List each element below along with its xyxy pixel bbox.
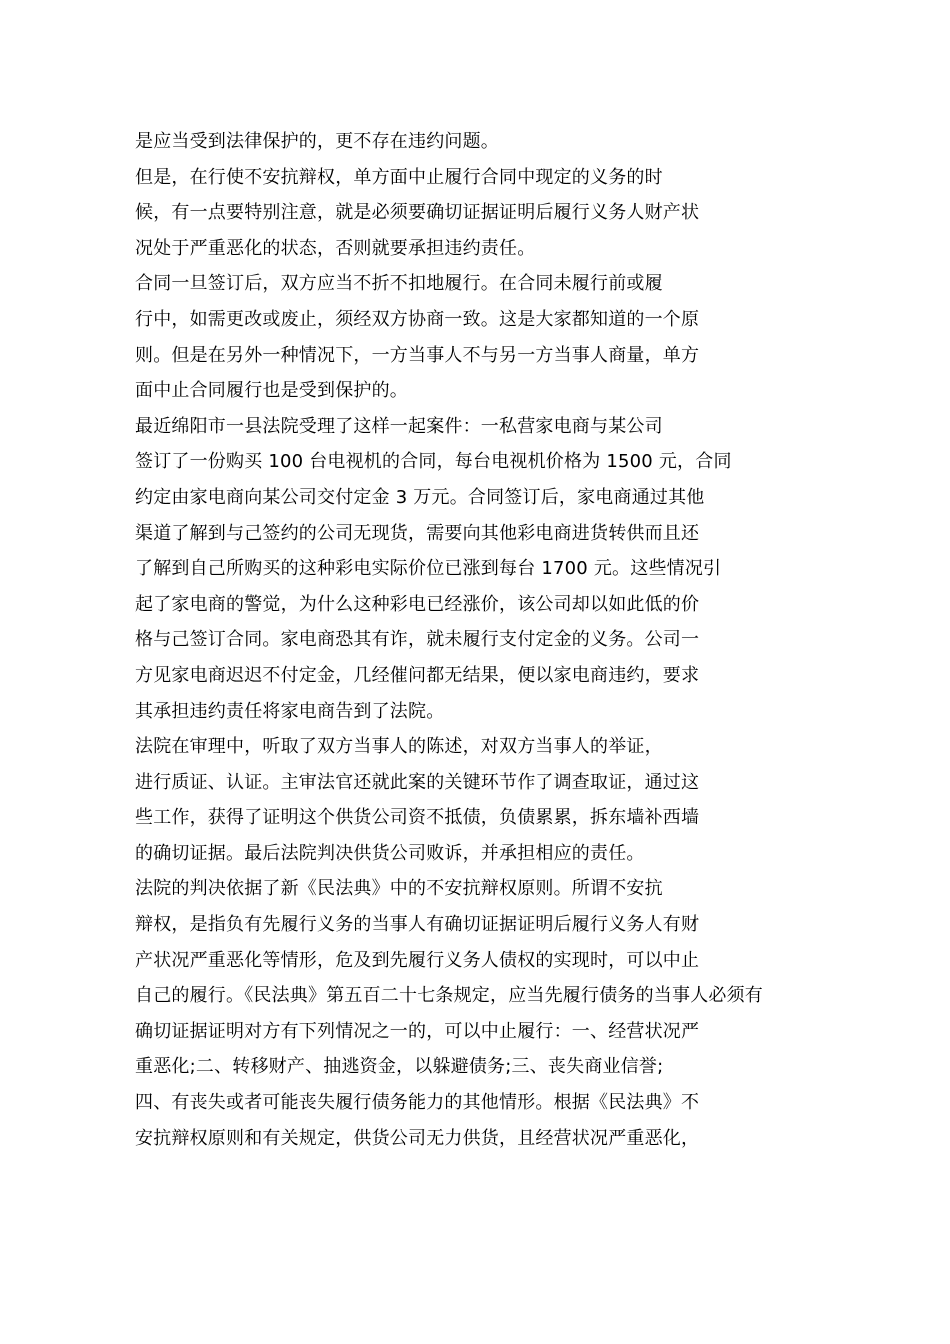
text-line: 安抗辩权原则和有关规定，供货公司无力供货，且经营状况严重恶化， [135,1127,700,1149]
text-line: 了解到自己所购买的这种彩电实际价位已涨到每台 1700 元。这些情况引 [135,558,722,580]
text-line: 是应当受到法律保护的，更不存在违约问题。 [135,131,499,152]
text-line: 合同一旦签订后，双方应当不折不扣地履行。在合同未履行前或履 [135,273,663,295]
text-line: 法院的判决依据了新《民法典》中的不安抗辩权原则。所谓不安抗 [135,878,663,900]
text-line: 些工作，获得了证明这个供货公司资不抵债，负债累累，拆东墙补西墙 [135,807,700,829]
text-line: 方见家电商迟迟不付定金，几经催问都无结果，便以家电商违约，要求 [135,664,700,686]
text-line: 候，有一点要特别注意，就是必须要确切证据证明后履行义务人财产状 [135,202,700,224]
text-line: 但是，在行使不安抗辩权，单方面中止履行合同中现定的义务的时 [135,166,663,188]
text-line: 的确切证据。最后法院判决供货公司败诉，并承担相应的责任。 [135,842,645,864]
text-line: 渠道了解到与己签约的公司无现货，需要向其他彩电商进货转供而且还 [135,522,700,544]
text-line: 自己的履行。《民法典》第五百二十七条规定，应当先履行债务的当事人必须有 [135,985,763,1007]
text-line: 行中，如需更改或废止，须经双方协商一致。这是大家都知道的一个原 [135,308,700,330]
text-line: 重恶化;二、转移财产、抽逃资金，以躲避债务;三、丧失商业信誉; [135,1056,664,1078]
text-line: 最近绵阳市一县法院受理了这样一起案件：一私营家电商与某公司 [135,415,663,437]
body-text [135,124,835,1156]
text-line: 签订了一份购买 100 台电视机的合同，每台电视机价格为 1500 元，合同 [135,451,732,473]
text-line: 法院在审理中，听取了双方当事人的陈述，对双方当事人的举证， [135,736,663,758]
text-line: 确切证据证明对方有下列情况之一的，可以中止履行：一、经营状况严 [135,1020,700,1042]
text-line: 辩权，是指负有先履行义务的当事人有确切证据证明后履行义务人有财 [135,914,700,936]
text-line: 进行质证、认证。主审法官还就此案的关键环节作了调查取证，通过这 [135,771,700,793]
text-line: 产状况严重恶化等情形，危及到先履行义务人债权的实现时，可以中止 [135,949,700,971]
text-line: 其承担违约责任将家电商告到了法院。 [135,700,445,722]
text-line: 则。但是在另外一种情况下，一方当事人不与另一方当事人商量，单方 [135,344,700,366]
text-line: 起了家电商的警觉，为什么这种彩电已经涨价，该公司却以如此低的价 [135,593,700,615]
text-line: 约定由家电商向某公司交付定金 3 万元。合同签订后，家电商通过其他 [135,486,705,508]
text-line: 四、有丧失或者可能丧失履行债务能力的其他情形。根据《民法典》不 [135,1092,700,1114]
text-line: 面中止合同履行也是受到保护的。 [135,380,408,402]
text-line: 况处于严重恶化的状态，否则就要承担违约责任。 [135,237,536,259]
text-line: 格与己签订合同。家电商恐其有诈，就未履行支付定金的义务。公司一 [135,629,700,651]
